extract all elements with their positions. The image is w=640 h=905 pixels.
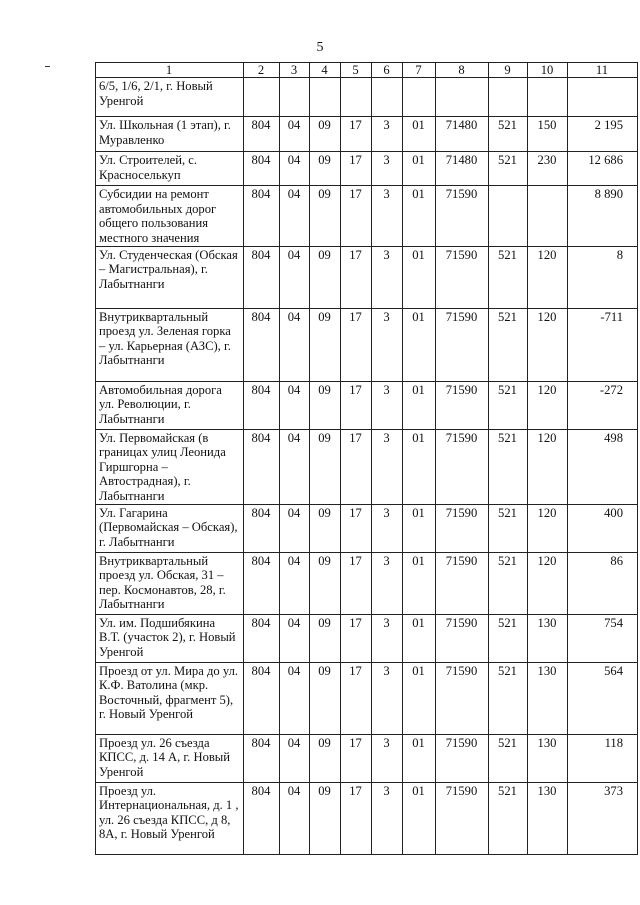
table-row [96, 663, 638, 735]
table-row [96, 152, 638, 186]
code-cell: 09 [310, 663, 341, 735]
amount-cell: 12 686 [568, 152, 638, 186]
code-cell: 01 [403, 505, 436, 553]
row-name-cell: Ул. Гагарина (Первомайская – Обская), г. Лабытнанги [96, 505, 244, 553]
code-cell: 17 [341, 382, 372, 430]
code-cell: 17 [341, 615, 372, 663]
code-cell: 09 [310, 430, 341, 505]
code-cell: 521 [489, 783, 528, 855]
row-name-cell: Автомобильная дорога ул. Революции, г. Лабытнанги [96, 382, 244, 430]
code-cell: 120 [528, 505, 568, 553]
code-cell: 804 [244, 247, 280, 309]
code-cell: 71590 [436, 615, 489, 663]
code-cell [341, 78, 372, 117]
table-row [96, 553, 638, 615]
code-cell: 09 [310, 615, 341, 663]
code-cell: 71590 [436, 247, 489, 309]
code-cell: 01 [403, 186, 436, 247]
code-cell: 521 [489, 615, 528, 663]
header-cell: 1 [96, 63, 244, 78]
table-row [96, 186, 638, 247]
code-cell: 120 [528, 247, 568, 309]
code-cell: 804 [244, 117, 280, 152]
row-name-cell: Ул. им. Подшибякина В.Т. (участок 2), г. Новый Уренгой [96, 615, 244, 663]
code-cell [528, 78, 568, 117]
code-cell: 521 [489, 309, 528, 382]
code-cell [489, 186, 528, 247]
code-cell: 521 [489, 553, 528, 615]
row-name-cell: Ул. Школьная (1 этап), г. Муравленко [96, 117, 244, 152]
code-cell: 3 [372, 309, 403, 382]
code-cell: 521 [489, 117, 528, 152]
code-cell: 17 [341, 309, 372, 382]
code-cell: 804 [244, 735, 280, 783]
code-cell: 3 [372, 430, 403, 505]
code-cell: 3 [372, 505, 403, 553]
header-row [96, 63, 638, 78]
code-cell: 521 [489, 382, 528, 430]
code-cell: 804 [244, 663, 280, 735]
code-cell: 01 [403, 783, 436, 855]
code-cell: 804 [244, 783, 280, 855]
header-cell: 7 [403, 63, 436, 78]
row-name-cell: Субсидии на ремонт автомобильных дорог общего пользования местного значения [96, 186, 244, 247]
amount-cell: 754 [568, 615, 638, 663]
code-cell: 120 [528, 430, 568, 505]
table-row [96, 117, 638, 152]
code-cell: 130 [528, 783, 568, 855]
code-cell: 09 [310, 309, 341, 382]
code-cell: 17 [341, 186, 372, 247]
amount-cell: 2 195 [568, 117, 638, 152]
code-cell: 71590 [436, 735, 489, 783]
code-cell: 804 [244, 505, 280, 553]
code-cell: 04 [280, 505, 310, 553]
table-row [96, 382, 638, 430]
code-cell: 01 [403, 382, 436, 430]
code-cell: 71590 [436, 553, 489, 615]
code-cell: 04 [280, 735, 310, 783]
code-cell [310, 78, 341, 117]
table-row [96, 615, 638, 663]
table-row [96, 430, 638, 505]
amount-cell: 400 [568, 505, 638, 553]
code-cell: 17 [341, 553, 372, 615]
code-cell: 04 [280, 430, 310, 505]
header-cell: 6 [372, 63, 403, 78]
code-cell: 09 [310, 783, 341, 855]
row-name-cell: Внутриквартальный проезд ул. Обская, 31 – пер. Космонавтов, 28, г. Лабытнанги [96, 553, 244, 615]
code-cell [244, 78, 280, 117]
header-cell: 11 [568, 63, 638, 78]
header-cell: 9 [489, 63, 528, 78]
code-cell: 3 [372, 735, 403, 783]
amount-cell: 8 [568, 247, 638, 309]
code-cell: 71590 [436, 505, 489, 553]
code-cell: 71590 [436, 382, 489, 430]
code-cell: 71590 [436, 783, 489, 855]
table-row [96, 505, 638, 553]
amount-cell: 564 [568, 663, 638, 735]
code-cell: 120 [528, 309, 568, 382]
code-cell: 3 [372, 186, 403, 247]
code-cell [372, 78, 403, 117]
code-cell: 09 [310, 247, 341, 309]
row-name-cell: Ул. Первомайская (в границах улиц Леонида Гиршгорна – Автострадная), г. Лабытнанги [96, 430, 244, 505]
code-cell: 17 [341, 783, 372, 855]
code-cell [280, 78, 310, 117]
code-cell: 71590 [436, 309, 489, 382]
code-cell: 01 [403, 735, 436, 783]
code-cell: 04 [280, 117, 310, 152]
amount-cell: 86 [568, 553, 638, 615]
header-cell: 5 [341, 63, 372, 78]
code-cell: 3 [372, 152, 403, 186]
code-cell: 17 [341, 735, 372, 783]
code-cell: 04 [280, 663, 310, 735]
code-cell: 09 [310, 117, 341, 152]
row-name-cell: 6/5, 1/6, 2/1, г. Новый Уренгой [96, 78, 244, 117]
code-cell: 3 [372, 615, 403, 663]
code-cell: 71480 [436, 152, 489, 186]
code-cell [403, 78, 436, 117]
header-cell: 10 [528, 63, 568, 78]
budget-table [95, 62, 638, 855]
row-name-cell: Ул. Строителей, с. Красноселькуп [96, 152, 244, 186]
table-row [96, 783, 638, 855]
code-cell: 04 [280, 186, 310, 247]
header-cell: 3 [280, 63, 310, 78]
code-cell: 3 [372, 553, 403, 615]
code-cell: 71480 [436, 117, 489, 152]
code-cell: 01 [403, 615, 436, 663]
code-cell: 04 [280, 309, 310, 382]
table-row [96, 735, 638, 783]
code-cell: 130 [528, 735, 568, 783]
code-cell: 3 [372, 247, 403, 309]
code-cell: 09 [310, 735, 341, 783]
header-cell: 2 [244, 63, 280, 78]
code-cell: 521 [489, 663, 528, 735]
code-cell: 804 [244, 615, 280, 663]
code-cell: 804 [244, 309, 280, 382]
code-cell: 804 [244, 186, 280, 247]
code-cell: 71590 [436, 430, 489, 505]
page-number: 5 [316, 40, 324, 55]
code-cell: 521 [489, 247, 528, 309]
margin-mark [45, 66, 50, 67]
row-name-cell: Проезд от ул. Мира до ул. К.Ф. Ватолина (мкр. Восточный, фрагмент 5), г. Новый Уренгой [96, 663, 244, 735]
amount-cell: 118 [568, 735, 638, 783]
amount-cell [568, 78, 638, 117]
code-cell: 17 [341, 152, 372, 186]
amount-cell: 8 890 [568, 186, 638, 247]
code-cell: 17 [341, 430, 372, 505]
code-cell: 130 [528, 615, 568, 663]
code-cell: 09 [310, 553, 341, 615]
code-cell: 521 [489, 505, 528, 553]
code-cell: 01 [403, 117, 436, 152]
row-name-cell: Проезд ул. Интернациональная, д. 1 , ул. 26 съезда КПСС, д 8, 8А, г. Новый Уренгой [96, 783, 244, 855]
code-cell: 130 [528, 663, 568, 735]
code-cell: 17 [341, 663, 372, 735]
code-cell: 01 [403, 152, 436, 186]
table-row [96, 309, 638, 382]
code-cell: 521 [489, 735, 528, 783]
code-cell: 3 [372, 382, 403, 430]
row-name-cell: Ул. Студенческая (Обская – Магистральная), г. Лабытнанги [96, 247, 244, 309]
code-cell: 120 [528, 382, 568, 430]
amount-cell: 498 [568, 430, 638, 505]
amount-cell: -711 [568, 309, 638, 382]
code-cell: 04 [280, 152, 310, 186]
code-cell: 71590 [436, 186, 489, 247]
code-cell: 04 [280, 382, 310, 430]
amount-cell: 373 [568, 783, 638, 855]
code-cell: 09 [310, 382, 341, 430]
row-name-cell: Внутриквартальный проезд ул. Зеленая горка – ул. Карьерная (АЗС), г. Лабытнанги [96, 309, 244, 382]
code-cell: 521 [489, 152, 528, 186]
code-cell: 804 [244, 430, 280, 505]
code-cell: 521 [489, 430, 528, 505]
code-cell: 01 [403, 553, 436, 615]
code-cell: 3 [372, 663, 403, 735]
code-cell: 04 [280, 247, 310, 309]
code-cell [489, 78, 528, 117]
table-row [96, 78, 638, 117]
code-cell: 804 [244, 382, 280, 430]
code-cell: 150 [528, 117, 568, 152]
code-cell: 120 [528, 553, 568, 615]
amount-cell: -272 [568, 382, 638, 430]
header-cell: 8 [436, 63, 489, 78]
header-cell: 4 [310, 63, 341, 78]
code-cell: 09 [310, 186, 341, 247]
code-cell: 04 [280, 783, 310, 855]
code-cell: 804 [244, 553, 280, 615]
table-row [96, 247, 638, 309]
row-name-cell: Проезд ул. 26 съезда КПСС, д. 14 А, г. Новый Уренгой [96, 735, 244, 783]
code-cell: 17 [341, 117, 372, 152]
code-cell [528, 186, 568, 247]
code-cell: 01 [403, 430, 436, 505]
code-cell [436, 78, 489, 117]
code-cell: 01 [403, 247, 436, 309]
code-cell: 09 [310, 505, 341, 553]
code-cell: 04 [280, 553, 310, 615]
code-cell: 01 [403, 663, 436, 735]
code-cell: 17 [341, 247, 372, 309]
code-cell: 3 [372, 783, 403, 855]
code-cell: 804 [244, 152, 280, 186]
code-cell: 71590 [436, 663, 489, 735]
code-cell: 3 [372, 117, 403, 152]
code-cell: 17 [341, 505, 372, 553]
code-cell: 04 [280, 615, 310, 663]
code-cell: 230 [528, 152, 568, 186]
code-cell: 01 [403, 309, 436, 382]
code-cell: 09 [310, 152, 341, 186]
